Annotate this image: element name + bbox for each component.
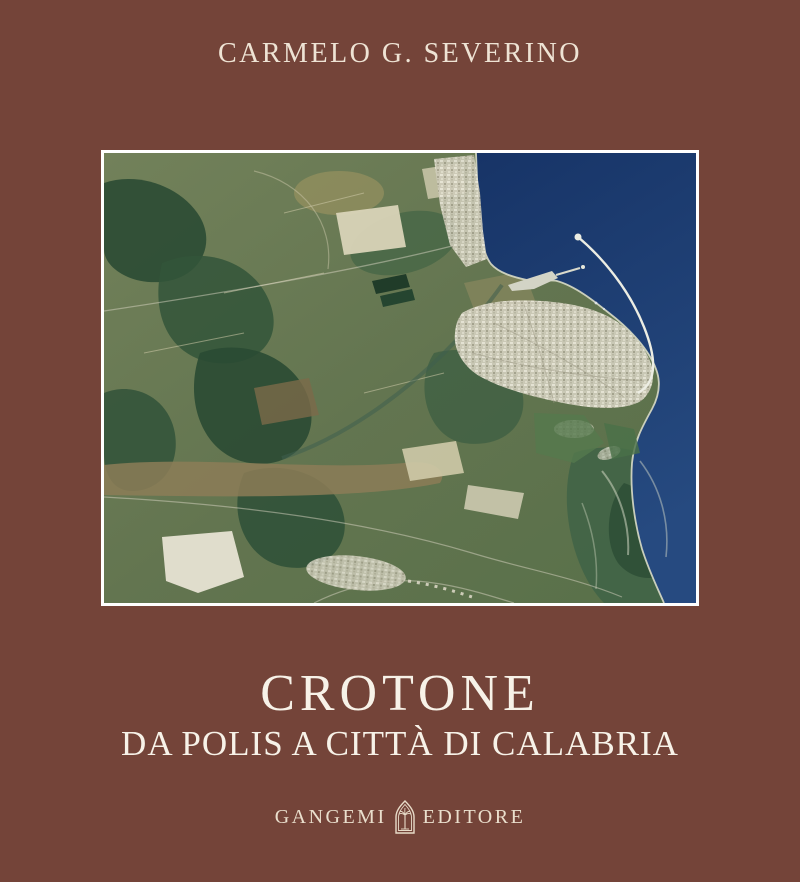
author-name: CARMELO G. SEVERINO — [217, 38, 583, 69]
publisher-name-right: EDITORE — [422, 805, 526, 828]
book-title: CROTONE — [260, 665, 540, 722]
gangemi-arch-palm-logo-icon — [394, 800, 416, 834]
satellite-image-crotone — [104, 153, 696, 603]
publisher-line — [0, 800, 800, 834]
publisher-name-left: GANGEMI — [274, 805, 387, 828]
book-subtitle: DA POLIS A CITTÀ DI CALABRIA — [121, 724, 679, 763]
cover-photo-frame — [101, 150, 699, 606]
